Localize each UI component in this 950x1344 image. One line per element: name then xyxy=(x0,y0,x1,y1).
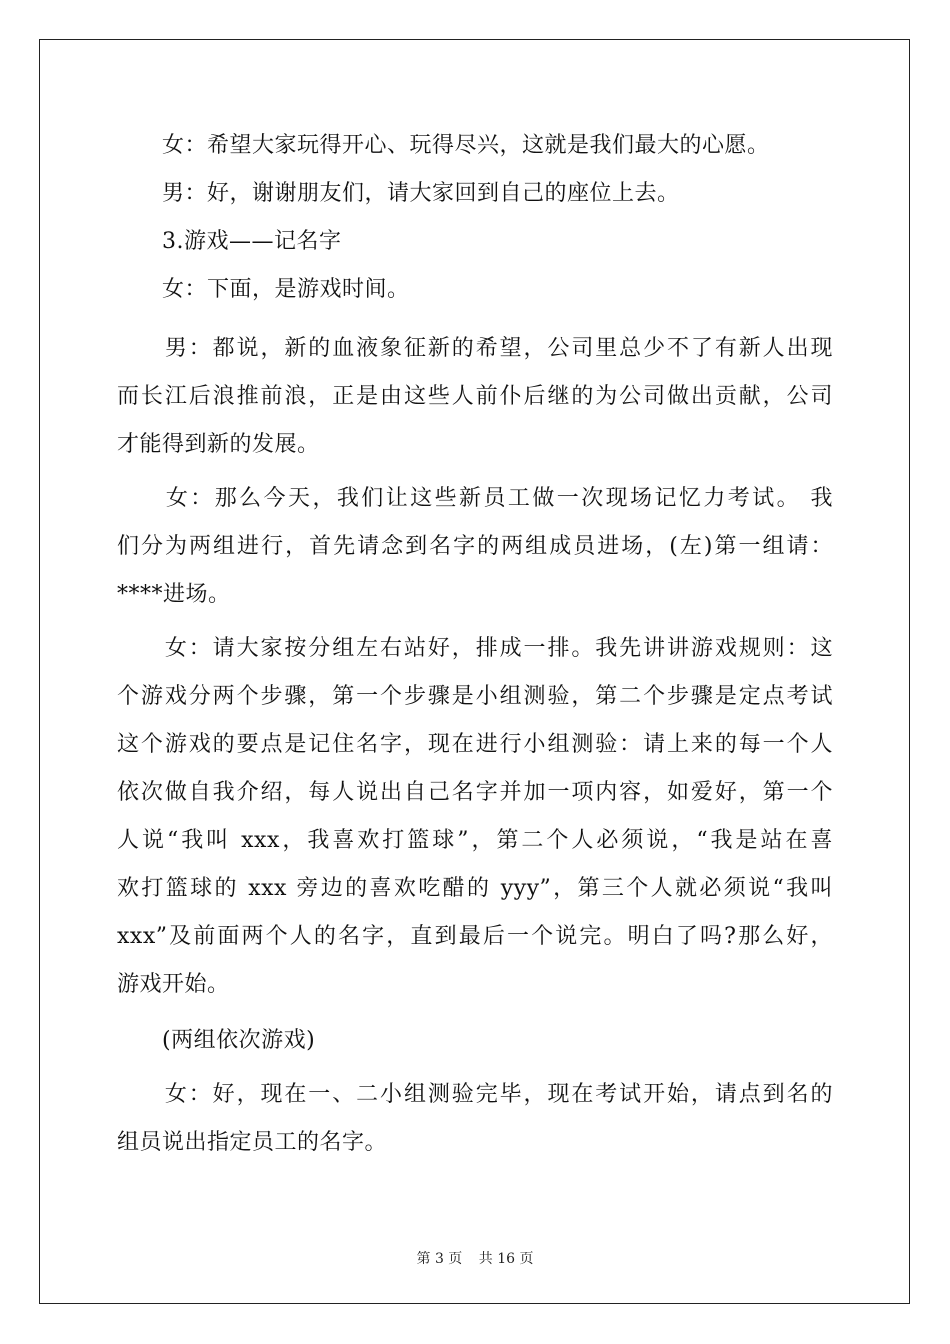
text-line: 个游戏分两个步骤，第一个步骤是小组测验，第二个步骤是定点考试 xyxy=(117,684,833,709)
text-line: 欢打篮球的 xxx 旁边的喜欢吃醋的 yyy”，第三个人就必须说“我叫 xyxy=(117,876,833,901)
text-line: 3.游戏——记名字 xyxy=(117,229,342,254)
text-line: 而长江后浪推前浪，正是由这些人前仆后继的为公司做出贡献，公司 xyxy=(117,384,833,409)
page-total: 共 16 页 xyxy=(478,1251,534,1267)
text-line: 男：好，谢谢朋友们，请大家回到自己的座位上去。 xyxy=(117,181,680,206)
text-line: 们分为两组进行，首先请念到名字的两组成员进场，(左)第一组请： xyxy=(117,534,833,559)
text-line: 组员说出指定员工的名字。 xyxy=(117,1130,388,1155)
text-line: 才能得到新的发展。 xyxy=(117,432,320,457)
text-line: 女：那么今天，我们让这些新员工做一次现场记忆力考试。 我 xyxy=(117,486,833,511)
text-line: 人说“我叫 xxx，我喜欢打篮球”，第二个人必须说，“我是站在喜 xyxy=(117,828,833,853)
text-line: xxx”及前面两个人的名字，直到最后一个说完。明白了吗?那么好， xyxy=(117,924,833,949)
text-line: 依次做自我介绍，每人说出自己名字并加一项内容，如爱好，第一个 xyxy=(117,780,833,805)
text-line: 这个游戏的要点是记住名字，现在进行小组测验：请上来的每一个人 xyxy=(117,732,833,757)
text-line: 女：好，现在一、二小组测验完毕，现在考试开始，请点到名的 xyxy=(117,1082,833,1107)
text-line: (两组依次游戏) xyxy=(117,1028,316,1053)
page-footer xyxy=(0,1248,950,1268)
text-line: 游戏开始。 xyxy=(117,972,230,997)
text-line: 男：都说，新的血液象征新的希望，公司里总少不了有新人出现 xyxy=(117,336,833,361)
text-line: 女：请大家按分组左右站好，排成一排。我先讲讲游戏规则：这 xyxy=(117,636,833,661)
page-number: 第 3 页 xyxy=(416,1251,463,1267)
text-line: 女：下面，是游戏时间。 xyxy=(117,277,410,302)
text-line: 女：希望大家玩得开心、玩得尽兴，这就是我们最大的心愿。 xyxy=(117,133,770,158)
text-line: ****进场。 xyxy=(117,582,231,607)
